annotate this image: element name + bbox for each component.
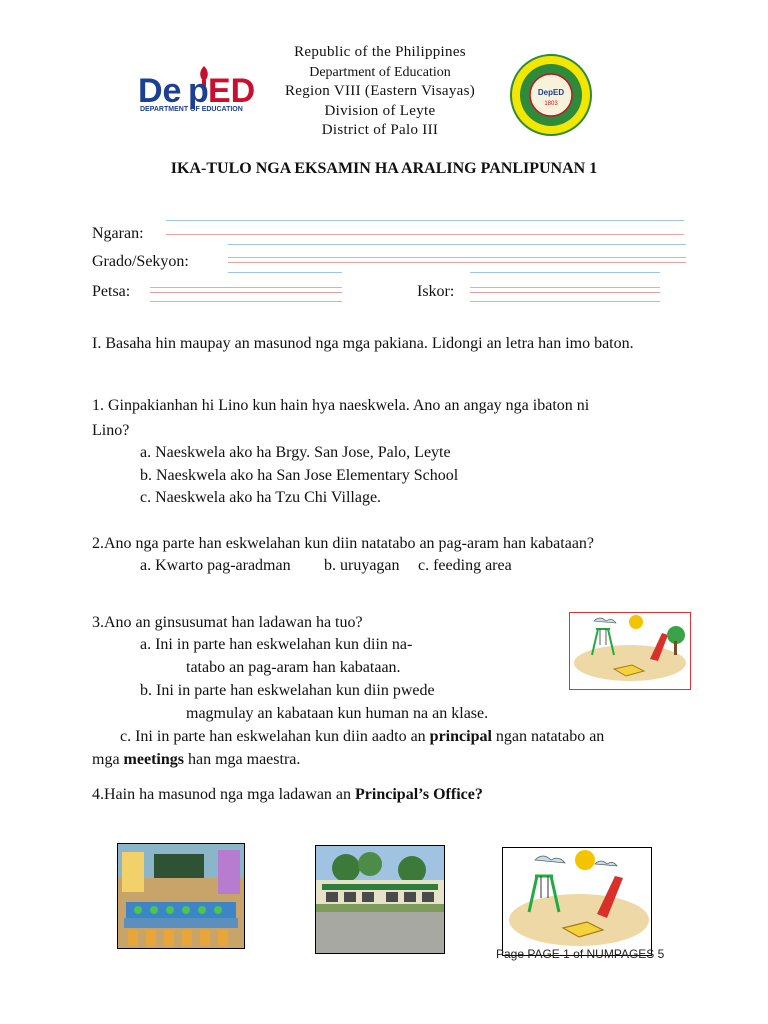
q2-choice-a[interactable]: a. Kwarto pag-aradman — [140, 557, 291, 574]
svg-text:1803: 1803 — [544, 101, 558, 107]
q1-choice-a[interactable]: a. Naeskwela ako ha Brgy. San Jose, Palo, Leyte — [140, 444, 451, 461]
q3-c2-post: han mga maestra. — [183, 751, 301, 768]
date-label: Petsa: — [92, 283, 131, 300]
classroom-illustration — [118, 844, 244, 948]
q3-text: 3.Ano an ginsusumat han ladawan ha tuo? — [92, 614, 363, 631]
q4-pre: 4.Hain ha masunod nga mga ladawan an — [92, 786, 356, 803]
playground-illustration — [570, 613, 690, 689]
school-seal-graphic — [510, 54, 592, 136]
header-division: Division of Leyte — [324, 103, 436, 119]
grade-label: Grado/Sekyon: — [92, 253, 189, 270]
q1-text-line2: Lino? — [92, 422, 130, 439]
school-building-image[interactable] — [315, 845, 445, 954]
q3-c2-bold: meetings — [123, 751, 184, 768]
q3-c1-post: ngan natatabo an — [491, 728, 605, 745]
header-republic: Republic of the Philippines — [294, 44, 466, 60]
q4-bold: Principal’s Office? — [355, 786, 483, 803]
school-building-illustration — [316, 846, 444, 953]
q3-playground-image — [569, 612, 691, 690]
score-label: Iskor: — [417, 283, 455, 300]
deped-logo-subtext: DEPARTMENT OF EDUCATION — [140, 106, 243, 113]
school-seal — [510, 54, 592, 136]
header-district: District of Palo III — [321, 122, 439, 138]
q2-text: 2.Ano nga parte han eskwelahan kun diin natatabo an pag-aram han kabataan? — [92, 535, 595, 552]
svg-text:ED: ED — [208, 72, 256, 110]
q4-text — [92, 783, 483, 806]
q1-text-line1: 1. Ginpakianhan hi Lino kun hain hya naeskwela. Ano an angay nga ibaton ni — [92, 397, 590, 414]
svg-text:De: De — [138, 72, 182, 110]
q3-choice-c-line2[interactable] — [92, 748, 300, 771]
header-region: Region VIII (Eastern Visayas) — [284, 83, 476, 99]
q3-choice-a-line2[interactable]: tatabo an pag-aram han kabataan. — [186, 659, 401, 676]
q1-choice-c[interactable]: c. Naeskwela ako ha Tzu Chi Village. — [140, 489, 382, 506]
q3-c1-bold: principal — [429, 728, 492, 745]
q3-choice-c-line1[interactable] — [120, 725, 604, 748]
q3-c2-pre: mga — [92, 751, 124, 768]
svg-text:p: p — [188, 72, 209, 110]
q3-choice-b-line1[interactable]: b. Ini in parte han eskwelahan kun diin pwede — [140, 682, 435, 699]
q3-c1-pre: c. Ini in parte han eskwelahan kun diin aadto an — [120, 728, 430, 745]
name-label: Ngaran: — [92, 225, 144, 242]
q3-choice-b-line2[interactable]: magmulay an kabataan kun human na an klase. — [186, 705, 489, 722]
q2-choice-b[interactable]: b. uruyagan — [324, 557, 400, 574]
svg-text:DepED: DepED — [537, 88, 565, 97]
page-footer: Page PAGE 1 of NUMPAGES 5 — [496, 947, 665, 961]
playground-illustration-large — [503, 848, 651, 955]
playground-image[interactable] — [502, 847, 652, 956]
exam-title: IKA-TULO NGA EKSAMIN HA ARALING PANLIPUNAN 1 — [170, 160, 598, 177]
instructions: I. Basaha hin maupay an masunod nga mga pakiana. Lidongi an letra han imo baton. — [92, 335, 634, 352]
q1-choice-b[interactable]: b. Naeskwela ako ha San Jose Elementary School — [140, 467, 459, 484]
classroom-image[interactable] — [117, 843, 245, 949]
q2-choice-c[interactable]: c. feeding area — [418, 557, 512, 574]
header-department: Department of Education — [309, 65, 451, 80]
q3-choice-a-line1[interactable]: a. Ini in parte han eskwelahan kun diin na- — [140, 636, 413, 653]
